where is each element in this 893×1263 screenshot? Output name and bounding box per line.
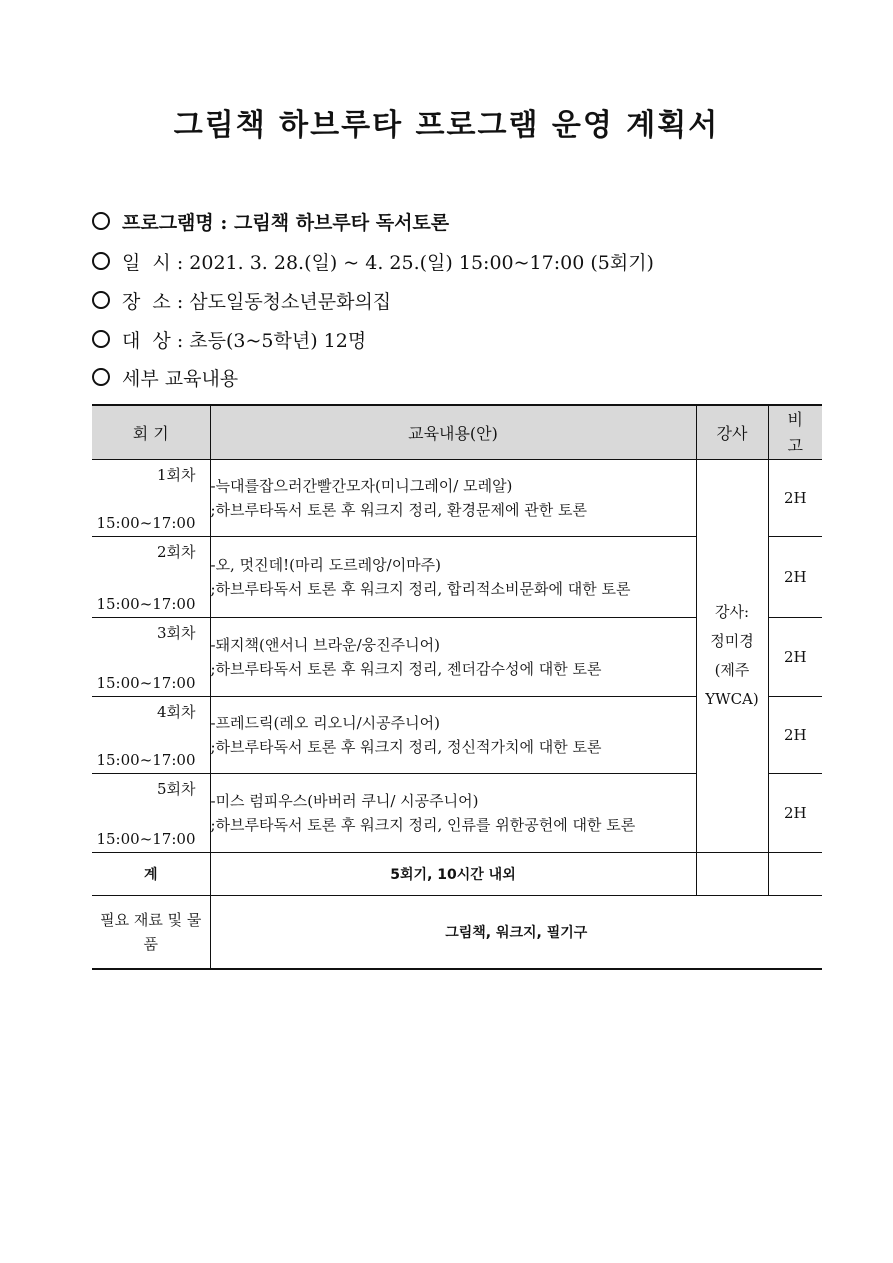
total-label: 계 — [92, 853, 210, 896]
info-place: 장 소 : 삼도일동청소년문화의집 — [92, 287, 391, 314]
info-program: 프로그램명 : 그림책 하브루타 독서토론 — [92, 208, 449, 235]
circle-bullet-icon — [92, 291, 110, 309]
info-date: 일 시 : 2021. 3. 28.(일) ~ 4. 25.(일) 15:00~17:00 (5회기) — [92, 248, 654, 275]
session-label: 1회차 — [156, 466, 196, 484]
circle-bullet-icon — [92, 252, 110, 270]
header-session: 회 기 — [92, 405, 210, 460]
book-title: -미스 럼피우스(바버러 쿠니/ 시공주니어) — [210, 792, 479, 810]
book-title: -오, 멋진데!(마리 도르레앙/이마주) — [210, 556, 442, 574]
book-title: -늑대를잡으러간빨간모자(미니그레이/ 모레알) — [210, 477, 513, 495]
activity-desc: ;하브루타독서 토론 후 워크지 정리, 젠더감수성에 대한 토론 — [210, 660, 602, 678]
session-cell — [92, 697, 210, 774]
session-label: 3회차 — [156, 624, 196, 642]
info-details: 세부 교육내용 — [92, 364, 238, 391]
session-time: 15:00~17:00 — [96, 830, 196, 848]
total-value: 5회기, 10시간 내외 — [210, 853, 696, 896]
circle-bullet-icon — [92, 330, 110, 348]
materials-value: 그림책, 워크지, 필기구 — [210, 896, 822, 970]
session-label: 2회차 — [156, 543, 196, 561]
content-cell — [210, 697, 696, 774]
content-cell — [210, 774, 696, 853]
total-note-empty — [768, 853, 822, 896]
total-instructor-empty — [696, 853, 768, 896]
session-label: 4회차 — [156, 703, 196, 721]
instructor-cell — [696, 460, 768, 853]
session-cell — [92, 618, 210, 697]
header-note: 비고 — [768, 405, 822, 460]
session-cell — [92, 774, 210, 853]
content-cell — [210, 618, 696, 697]
content-cell — [210, 537, 696, 618]
note-cell: 2H — [768, 618, 822, 697]
activity-desc: ;하브루타독서 토론 후 워크지 정리, 인류를 위한공헌에 대한 토론 — [210, 816, 636, 834]
book-title: -프레드릭(레오 리오니/시공주니어) — [210, 714, 440, 732]
instructor-org-1: (제주 — [714, 661, 750, 679]
note-cell: 2H — [768, 774, 822, 853]
instructor-name: 정미경 — [710, 632, 754, 650]
instructor-org-2: YWCA) — [705, 690, 759, 708]
activity-desc: ;하브루타독서 토론 후 워크지 정리, 정신적가치에 대한 토론 — [210, 738, 602, 756]
header-content: 교육내용(안) — [210, 405, 696, 460]
circle-bullet-icon — [92, 368, 110, 386]
activity-desc: ;하브루타독서 토론 후 워크지 정리, 환경문제에 관한 토론 — [210, 501, 587, 519]
session-time: 15:00~17:00 — [96, 751, 196, 769]
content-cell — [210, 460, 696, 537]
note-cell: 2H — [768, 697, 822, 774]
header-instructor: 강사 — [696, 405, 768, 460]
materials-label: 필요 재료 및 물품 — [92, 896, 210, 970]
note-cell: 2H — [768, 537, 822, 618]
table-row — [92, 460, 822, 537]
session-cell — [92, 537, 210, 618]
note-cell: 2H — [768, 460, 822, 537]
instructor-label: 강사: — [714, 603, 750, 621]
circle-bullet-icon — [92, 212, 110, 230]
session-time: 15:00~17:00 — [96, 514, 196, 532]
book-title: -돼지책(앤서니 브라운/웅진주니어) — [210, 636, 440, 654]
program-table — [92, 404, 822, 970]
session-label: 5회차 — [156, 780, 196, 798]
total-row — [92, 853, 822, 896]
session-time: 15:00~17:00 — [96, 595, 196, 613]
page-title: 그림책 하브루타 프로그램 운영 계획서 — [173, 108, 720, 143]
activity-desc: ;하브루타독서 토론 후 워크지 정리, 합리적소비문화에 대한 토론 — [210, 580, 631, 598]
session-time: 15:00~17:00 — [96, 674, 196, 692]
info-target: 대 상 : 초등(3~5학년) 12명 — [92, 326, 366, 353]
table-header-row — [92, 405, 822, 460]
materials-row — [92, 896, 822, 970]
session-cell — [92, 460, 210, 537]
